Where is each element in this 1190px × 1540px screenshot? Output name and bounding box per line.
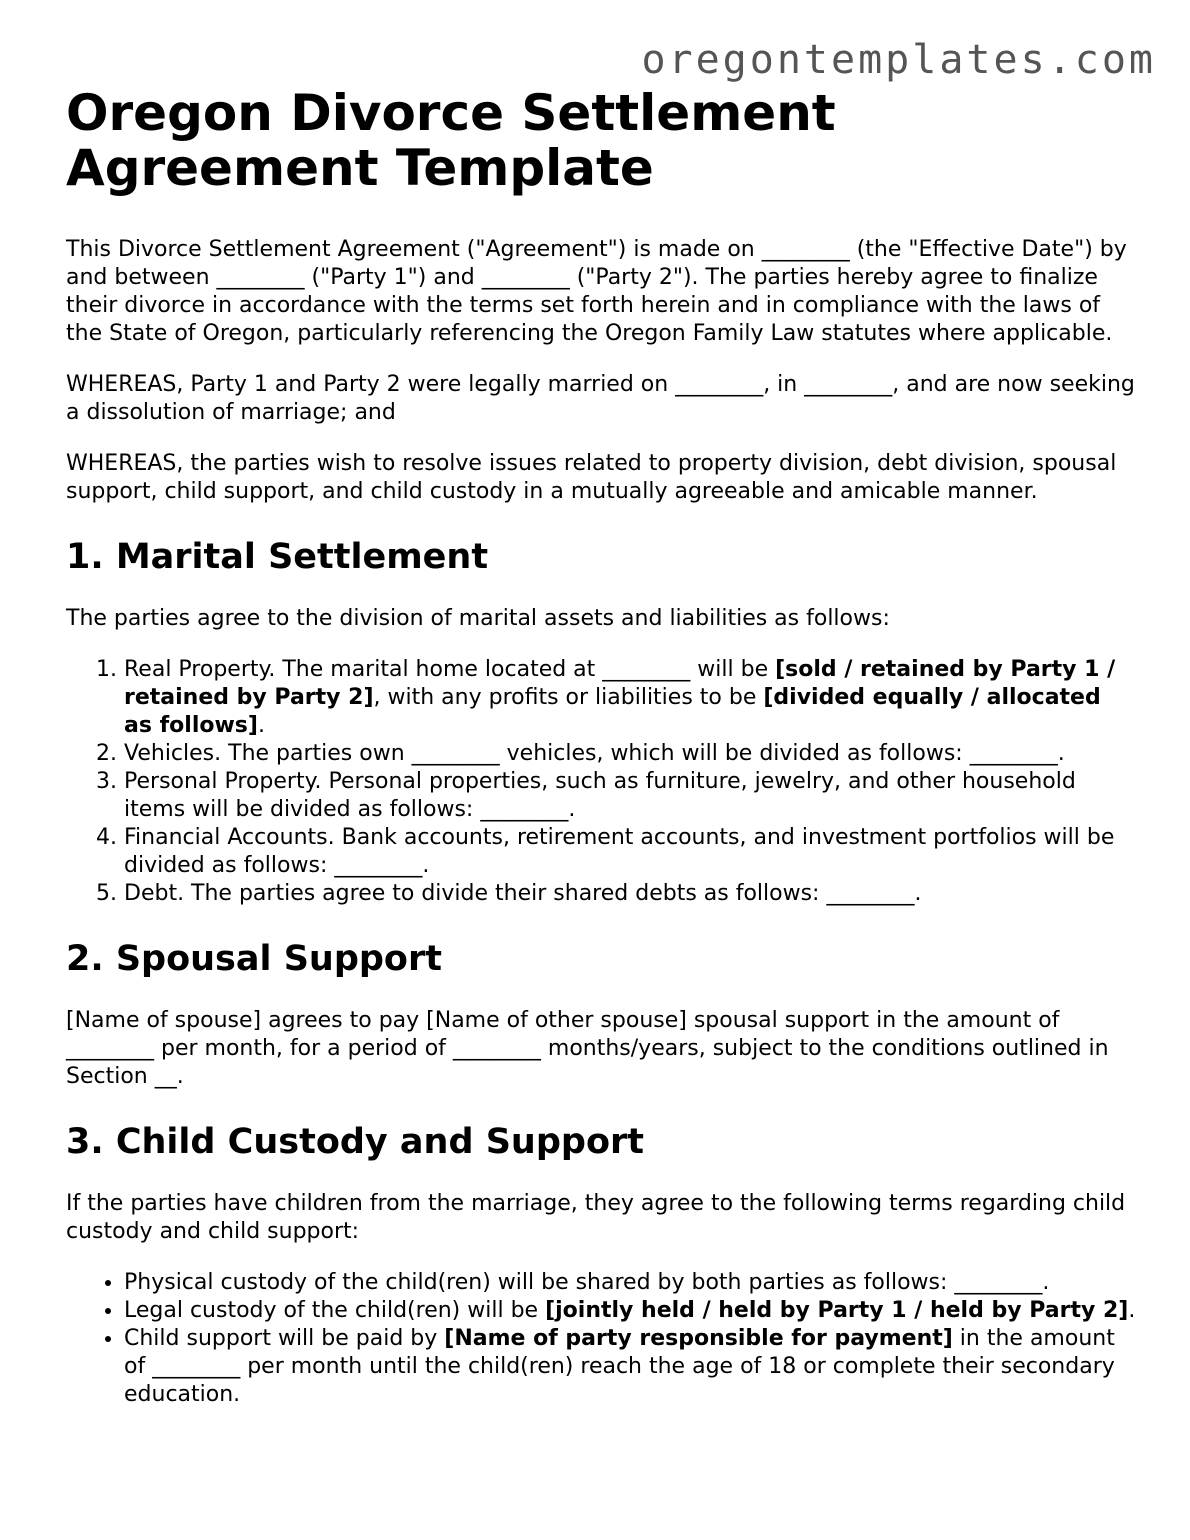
child-support-text-2: in the amount of ________ per month until the child(ren) reach the age of 18 or complete their secondary education. <box>124 1326 1115 1407</box>
child-support-text: Child support will be paid by <box>124 1326 445 1351</box>
legal-custody-options: [jointly held / held by Party 1 / held by Party 2] <box>545 1298 1129 1323</box>
real-property-text-2: , with any profits or liabilities to be <box>373 685 764 710</box>
list-item-personal-property: 3. Personal Property. Personal properties, such as furniture, jewelry, and other household items will be divided as follows: ________. <box>124 768 1136 824</box>
legal-custody-end: . <box>1128 1298 1136 1323</box>
marital-settlement-intro: The parties agree to the division of marital assets and liabilities as follows: <box>66 606 890 631</box>
real-property-text: Real Property. The marital home located at ________ will be <box>124 657 776 682</box>
marital-settlement-list <box>66 656 1136 908</box>
document-page <box>66 86 1136 1432</box>
legal-custody-text: Legal custody of the child(ren) will be <box>124 1298 546 1323</box>
child-custody-intro: If the parties have children from the marriage, they agree to the following terms regarding child custody and child support: <box>66 1191 1126 1244</box>
real-property-end: . <box>257 713 265 738</box>
list-item-child-support <box>124 1325 1136 1409</box>
section-heading-child-custody: 3. Child Custody and Support <box>66 1122 644 1162</box>
page-title: Oregon Divorce Settlement Agreement Template <box>66 84 836 197</box>
child-custody-list <box>66 1269 1136 1409</box>
whereas-resolve-paragraph: WHEREAS, the parties wish to resolve issues related to property division, debt division, spousal support, child support, and child custody in a mutually agreeable and amicable manner. <box>66 451 1117 504</box>
list-item-vehicles: 2. Vehicles. The parties own ________ vehicles, which will be divided as follows: ________. <box>124 740 1136 768</box>
section-heading-marital-settlement: 1. Marital Settlement <box>66 537 489 577</box>
child-support-payer: [Name of party responsible for payment] <box>444 1326 953 1351</box>
real-property-options: [sold / retained by Party 1 / retained by Party 2] <box>124 657 1116 710</box>
list-item-debt: 5. Debt. The parties agree to divide their shared debts as follows: ________. <box>124 880 1136 908</box>
list-item-physical-custody: • Physical custody of the child(ren) will be shared by both parties as follows: ________. <box>124 1269 1136 1297</box>
list-item-real-property <box>124 656 1136 740</box>
section-heading-spousal-support: 2. Spousal Support <box>66 939 442 979</box>
list-item-financial-accounts: 4. Financial Accounts. Bank accounts, retirement accounts, and investment portfolios will be divided as follows: ________. <box>124 824 1136 880</box>
watermark: oregontemplates.com <box>641 37 1156 83</box>
list-item-legal-custody <box>124 1297 1136 1325</box>
whereas-marriage-paragraph: WHEREAS, Party 1 and Party 2 were legally married on ________, in ________, and are now seeking a dissolution of marriage; and <box>66 372 1135 425</box>
intro-paragraph: This Divorce Settlement Agreement ("Agreement") is made on ________ (the "Effective Date") by and between ________ ("Party 1") and ________ ("Party 2"). The parties hereby agree to finalize their divorce in accordance with the terms set forth herein and in compliance with the laws of the State of Oregon, particularly referencing the Oregon Family Law statutes where applicable. <box>66 237 1127 346</box>
real-property-allocation-options: [divided equally / allocated as follows] <box>124 685 1101 738</box>
spousal-support-paragraph: [Name of spouse] agrees to pay [Name of other spouse] spousal support in the amount of ________ per month, for a period of ________ months/years, subject to the conditions outlined in Section __. <box>66 1008 1109 1089</box>
